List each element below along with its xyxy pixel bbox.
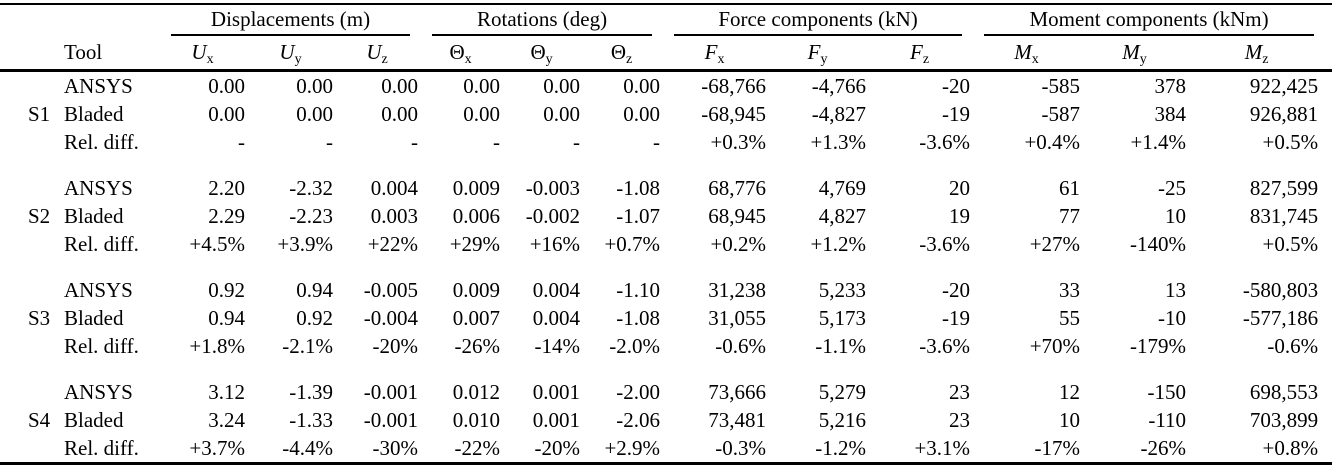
tool-cell-s4-rel-diff: Rel. diff. <box>64 435 139 460</box>
group-header-rotations-label: Rotations (deg) <box>432 7 652 36</box>
cell-s4-rel-diff-theta-y: -20% <box>534 435 581 460</box>
cell-s1-ansys-ux: 0.00 <box>208 73 245 98</box>
cell-s4-ansys-ux: 3.12 <box>208 379 245 404</box>
cell-s3-bladed-uy: 0.92 <box>296 305 333 330</box>
table-row-s4-ansys <box>0 378 1332 406</box>
col-symbol: U <box>279 40 295 64</box>
cell-s1-ansys-uz: 0.00 <box>381 73 419 98</box>
col-header-Fx <box>668 36 774 71</box>
cell-s2-bladed-mx: 77 <box>1059 203 1081 228</box>
group-header-row <box>0 4 1332 36</box>
cell-s1-bladed-my: 384 <box>1154 101 1187 126</box>
cell-s1-bladed-uy: 0.00 <box>296 101 333 126</box>
col-subscript: x <box>464 52 472 67</box>
col-header-Theta-x <box>426 36 508 71</box>
table-row-s3-bladed <box>0 304 1332 332</box>
cell-s2-ansys-uz: 0.004 <box>370 175 419 200</box>
col-symbol: M <box>1122 40 1140 64</box>
col-subscript: y <box>294 52 302 67</box>
group-header-moments-label: Moment components (kNm) <box>984 7 1314 36</box>
cell-s3-rel-diff-uz: -20% <box>372 333 419 358</box>
cell-s3-bladed-ux: 0.94 <box>208 305 245 330</box>
col-subscript: x <box>1031 52 1039 67</box>
cell-s1-ansys-theta-x: 0.00 <box>463 73 501 98</box>
cell-s3-rel-diff-ux: +1.8% <box>189 333 245 358</box>
cell-s3-ansys-fx: 31,238 <box>708 277 767 302</box>
tool-cell-s2-ansys: ANSYS <box>64 175 133 200</box>
cell-s2-bladed-mz: 831,745 <box>1249 203 1319 228</box>
col-subscript: z <box>381 52 388 67</box>
cell-s4-rel-diff-theta-x: -22% <box>454 435 501 460</box>
cell-s2-rel-diff-mz: +0.5% <box>1262 231 1319 256</box>
cell-s3-rel-diff-fy: -1.1% <box>815 333 867 358</box>
cell-s4-bladed-fx: 73,481 <box>708 407 767 432</box>
col-symbol: U <box>191 40 207 64</box>
cell-s1-bladed-fy: -4,827 <box>811 101 867 126</box>
cell-s4-bladed-ux: 3.24 <box>208 407 245 432</box>
cell-s3-rel-diff-fx: -0.6% <box>715 333 767 358</box>
group-header-forces <box>668 4 978 36</box>
cell-s1-ansys-theta-z: 0.00 <box>623 73 661 98</box>
cell-s1-rel-diff-fy: +1.3% <box>810 129 867 154</box>
group-header-forces-label: Force components (kN) <box>674 7 962 36</box>
cell-s4-bladed-fz: 23 <box>949 407 971 432</box>
tool-cell-s2-bladed: Bladed <box>64 203 124 228</box>
cell-s4-ansys-mx: 12 <box>1059 379 1081 404</box>
cell-s2-rel-diff-theta-x: +29% <box>449 231 501 256</box>
cell-s2-rel-diff-theta-y: +16% <box>529 231 581 256</box>
cell-s2-bladed-fx: 68,945 <box>708 203 767 228</box>
cell-s4-rel-diff-theta-z: +2.9% <box>604 435 661 460</box>
cell-s2-rel-diff-ux: +4.5% <box>189 231 245 256</box>
cell-s3-bladed-theta-y: 0.004 <box>532 305 581 330</box>
cell-s1-bladed-theta-x: 0.00 <box>463 101 501 126</box>
cell-s4-bladed-uz: -0.001 <box>363 407 419 432</box>
tool-cell-s1-ansys: ANSYS <box>64 73 133 98</box>
cell-s4-bladed-mz: 703,899 <box>1249 407 1319 432</box>
cell-s4-ansys-uz: -0.001 <box>363 379 419 404</box>
cell-s2-bladed-theta-x: 0.006 <box>452 203 501 228</box>
tool-cell-s4-bladed: Bladed <box>64 407 124 432</box>
col-symbol: F <box>704 40 718 64</box>
cell-s4-rel-diff-my: -26% <box>1140 435 1187 460</box>
cell-s4-ansys-my: -150 <box>1147 379 1187 404</box>
cell-s3-rel-diff-theta-y: -14% <box>534 333 581 358</box>
cell-s2-rel-diff-my: -140% <box>1130 231 1187 256</box>
cell-s1-rel-diff-fx: +0.3% <box>710 129 767 154</box>
col-symbol: M <box>1244 40 1263 64</box>
col-header-Theta-y <box>508 36 588 71</box>
cell-s4-ansys-theta-y: 0.001 <box>532 379 581 404</box>
section-label-s4: S4 <box>28 407 51 432</box>
cell-s2-rel-diff-mx: +27% <box>1029 231 1081 256</box>
cell-s1-rel-diff-mz: +0.5% <box>1262 129 1319 154</box>
tool-cell-s3-bladed: Bladed <box>64 305 124 330</box>
col-header-Mz <box>1194 36 1332 71</box>
group-header-empty <box>0 4 165 36</box>
col-header-My <box>1088 36 1194 71</box>
cell-s3-rel-diff-my: -179% <box>1130 333 1187 358</box>
cell-s2-bladed-uy: -2.23 <box>289 203 333 228</box>
cell-s3-bladed-theta-z: -1.08 <box>616 305 661 330</box>
cell-s3-bladed-my: -10 <box>1158 305 1187 330</box>
cell-s1-ansys-fx: -68,766 <box>701 73 767 98</box>
section-label-s2: S2 <box>28 203 51 228</box>
table-row-s2-ansys <box>0 174 1332 202</box>
cell-s3-ansys-my: 13 <box>1165 277 1187 302</box>
cell-s2-bladed-uz: 0.003 <box>370 203 419 228</box>
cell-s4-bladed-theta-y: 0.001 <box>532 407 581 432</box>
cell-s3-bladed-mx: 55 <box>1059 305 1081 330</box>
group-header-rotations <box>426 4 668 36</box>
cell-s1-bladed-mz: 926,881 <box>1249 101 1319 126</box>
table-row-s2-bladed <box>0 202 1332 230</box>
cell-s1-bladed-fz: -19 <box>942 101 971 126</box>
cell-s2-bladed-my: 10 <box>1165 203 1187 228</box>
cell-s3-ansys-ux: 0.92 <box>208 277 245 302</box>
cell-s2-ansys-uy: -2.32 <box>289 175 333 200</box>
section-label-s3: S3 <box>28 305 51 330</box>
col-subscript: z <box>626 52 633 67</box>
cell-s3-rel-diff-theta-x: -26% <box>454 333 501 358</box>
col-header-Theta-z <box>588 36 668 71</box>
group-header-moments <box>978 4 1332 36</box>
cell-s2-ansys-mz: 827,599 <box>1249 175 1319 200</box>
cell-s3-ansys-mz: -580,803 <box>1242 277 1319 302</box>
col-subscript: y <box>820 52 828 67</box>
cell-s3-bladed-uz: -0.004 <box>363 305 419 330</box>
cell-s2-ansys-mx: 61 <box>1059 175 1081 200</box>
cell-s4-rel-diff-fz: +3.1% <box>914 435 971 460</box>
cell-s4-ansys-theta-z: -2.00 <box>616 379 661 404</box>
col-symbol: M <box>1014 40 1032 64</box>
cell-s1-rel-diff-theta-x: - <box>493 129 501 154</box>
cell-s4-ansys-fy: 5,279 <box>818 379 867 404</box>
cell-s1-rel-diff-theta-y: - <box>573 129 581 154</box>
cell-s2-ansys-my: -25 <box>1158 175 1187 200</box>
cell-s1-rel-diff-fz: -3.6% <box>919 129 971 154</box>
cell-s3-ansys-theta-x: 0.009 <box>452 277 501 302</box>
cell-s1-ansys-fz: -20 <box>942 73 971 98</box>
col-symbol: Θ <box>530 40 546 64</box>
col-symbol: U <box>366 40 382 64</box>
cell-s4-rel-diff-mx: -17% <box>1034 435 1081 460</box>
cell-s3-ansys-uz: -0.005 <box>363 277 419 302</box>
cell-s3-rel-diff-theta-z: -2.0% <box>609 333 661 358</box>
cell-s2-rel-diff-theta-z: +0.7% <box>604 231 661 256</box>
cell-s2-bladed-fy: 4,827 <box>818 203 867 228</box>
cell-s4-ansys-mz: 698,553 <box>1249 379 1319 404</box>
col-subscript: z <box>1262 52 1269 67</box>
cell-s4-ansys-fx: 73,666 <box>708 379 767 404</box>
col-symbol: F <box>910 40 923 64</box>
col-subscript: y <box>1139 52 1147 67</box>
col-symbol: Θ <box>610 40 626 64</box>
cell-s4-bladed-my: -110 <box>1148 407 1187 432</box>
cell-s1-bladed-ux: 0.00 <box>208 101 245 126</box>
cell-s1-ansys-mz: 922,425 <box>1249 73 1319 98</box>
cell-s2-ansys-theta-z: -1.08 <box>616 175 661 200</box>
cell-s4-bladed-mx: 10 <box>1059 407 1081 432</box>
cell-s2-bladed-theta-z: -1.07 <box>616 203 661 228</box>
cell-s3-rel-diff-mx: +70% <box>1029 333 1081 358</box>
cell-s2-ansys-ux: 2.20 <box>208 175 245 200</box>
cell-s1-ansys-uy: 0.00 <box>296 73 333 98</box>
col-subscript: x <box>717 52 725 67</box>
cell-s3-rel-diff-mz: -0.6% <box>1267 333 1319 358</box>
cell-s1-rel-diff-theta-z: - <box>653 129 661 154</box>
cell-s4-ansys-fz: 23 <box>949 379 971 404</box>
results-comparison-table <box>0 3 1332 465</box>
cell-s4-rel-diff-fy: -1.2% <box>815 435 867 460</box>
cell-s2-ansys-fz: 20 <box>949 175 971 200</box>
cell-s3-ansys-mx: 33 <box>1059 277 1081 302</box>
col-symbol: Θ <box>449 40 465 64</box>
table-row-s1-rel-diff <box>0 128 1332 156</box>
table-row-s2-rel-diff <box>0 230 1332 258</box>
cell-s1-ansys-mx: -585 <box>1041 73 1081 98</box>
cell-s1-rel-diff-uz: - <box>411 129 419 154</box>
cell-s2-bladed-fz: 19 <box>949 203 971 228</box>
tool-cell-s4-ansys: ANSYS <box>64 379 133 404</box>
cell-s4-rel-diff-uz: -30% <box>372 435 419 460</box>
cell-s2-ansys-theta-y: -0.003 <box>525 175 581 200</box>
cell-s3-ansys-theta-z: -1.10 <box>616 277 661 302</box>
cell-s3-ansys-theta-y: 0.004 <box>532 277 581 302</box>
section-spacer <box>0 156 1332 174</box>
cell-s1-rel-diff-my: +1.4% <box>1130 129 1187 154</box>
cell-s4-ansys-uy: -1.39 <box>289 379 333 404</box>
cell-s4-rel-diff-fx: -0.3% <box>715 435 767 460</box>
cell-s3-bladed-theta-x: 0.007 <box>452 305 501 330</box>
cell-s1-ansys-my: 378 <box>1154 73 1187 98</box>
cell-s4-bladed-uy: -1.33 <box>289 407 333 432</box>
cell-s3-ansys-fy: 5,233 <box>818 277 867 302</box>
cell-s4-rel-diff-uy: -4.4% <box>282 435 333 460</box>
cell-s3-rel-diff-uy: -2.1% <box>282 333 333 358</box>
cell-s2-bladed-ux: 2.29 <box>208 203 245 228</box>
cell-s2-ansys-theta-x: 0.009 <box>452 175 501 200</box>
col-subscript: z <box>922 52 930 67</box>
cell-s3-bladed-mz: -577,186 <box>1242 305 1319 330</box>
col-header-Fz <box>874 36 978 71</box>
col-header-Uz <box>341 36 426 71</box>
section-spacer <box>0 258 1332 276</box>
cell-s4-bladed-fy: 5,216 <box>818 407 867 432</box>
cell-s1-ansys-theta-y: 0.00 <box>543 73 581 98</box>
cell-s1-bladed-fx: -68,945 <box>701 101 767 126</box>
cell-s3-bladed-fx: 31,055 <box>708 305 767 330</box>
col-header-Uy <box>253 36 341 71</box>
table-row-s3-rel-diff <box>0 332 1332 360</box>
subheader-empty <box>0 36 60 71</box>
cell-s2-rel-diff-uz: +22% <box>367 231 419 256</box>
group-header-displacements-label: Displacements (m) <box>171 7 410 36</box>
col-header-tool: Tool <box>60 36 165 71</box>
col-symbol: F <box>807 40 821 64</box>
cell-s1-bladed-uz: 0.00 <box>381 101 419 126</box>
cell-s3-ansys-uy: 0.94 <box>296 277 333 302</box>
cell-s4-bladed-theta-z: -2.06 <box>616 407 661 432</box>
col-subscript: x <box>206 52 214 67</box>
cell-s4-rel-diff-mz: +0.8% <box>1262 435 1319 460</box>
cell-s2-ansys-fx: 68,776 <box>708 175 767 200</box>
cell-s1-bladed-theta-y: 0.00 <box>543 101 581 126</box>
tool-cell-s1-bladed: Bladed <box>64 101 124 126</box>
table-row-s3-ansys <box>0 276 1332 304</box>
cell-s2-rel-diff-fx: +0.2% <box>710 231 767 256</box>
cell-s2-ansys-fy: 4,769 <box>818 175 867 200</box>
table-row-s1-bladed <box>0 100 1332 128</box>
tool-cell-s2-rel-diff: Rel. diff. <box>64 231 139 256</box>
tool-cell-s1-rel-diff: Rel. diff. <box>64 129 139 154</box>
table-row-s4-rel-diff <box>0 434 1332 464</box>
cell-s3-bladed-fz: -19 <box>942 305 971 330</box>
group-header-displacements <box>165 4 426 36</box>
cell-s1-bladed-mx: -587 <box>1041 101 1081 126</box>
cell-s3-bladed-fy: 5,173 <box>818 305 867 330</box>
col-header-Mx <box>978 36 1088 71</box>
cell-s2-rel-diff-uy: +3.9% <box>277 231 333 256</box>
table-body <box>0 71 1332 464</box>
cell-s2-rel-diff-fz: -3.6% <box>919 231 971 256</box>
table-row-s1-ansys <box>0 71 1332 101</box>
cell-s3-ansys-fz: -20 <box>942 277 971 302</box>
section-label-s1: S1 <box>28 101 51 126</box>
cell-s4-rel-diff-ux: +3.7% <box>189 435 245 460</box>
cell-s1-rel-diff-ux: - <box>238 129 245 154</box>
subheader-row <box>0 36 1332 71</box>
cell-s2-bladed-theta-y: -0.002 <box>525 203 581 228</box>
cell-s2-rel-diff-fy: +1.2% <box>810 231 867 256</box>
tool-cell-s3-ansys: ANSYS <box>64 277 133 302</box>
cell-s1-ansys-fy: -4,766 <box>811 73 867 98</box>
cell-s4-bladed-theta-x: 0.010 <box>452 407 501 432</box>
col-header-Fy <box>774 36 874 71</box>
tool-cell-s3-rel-diff: Rel. diff. <box>64 333 139 358</box>
col-subscript: y <box>545 52 553 67</box>
cell-s3-rel-diff-fz: -3.6% <box>919 333 971 358</box>
cell-s1-rel-diff-uy: - <box>326 129 333 154</box>
col-header-Ux <box>165 36 253 71</box>
cell-s1-rel-diff-mx: +0.4% <box>1024 129 1081 154</box>
table-row-s4-bladed <box>0 406 1332 434</box>
section-spacer <box>0 360 1332 378</box>
cell-s4-ansys-theta-x: 0.012 <box>452 379 501 404</box>
cell-s1-bladed-theta-z: 0.00 <box>623 101 661 126</box>
